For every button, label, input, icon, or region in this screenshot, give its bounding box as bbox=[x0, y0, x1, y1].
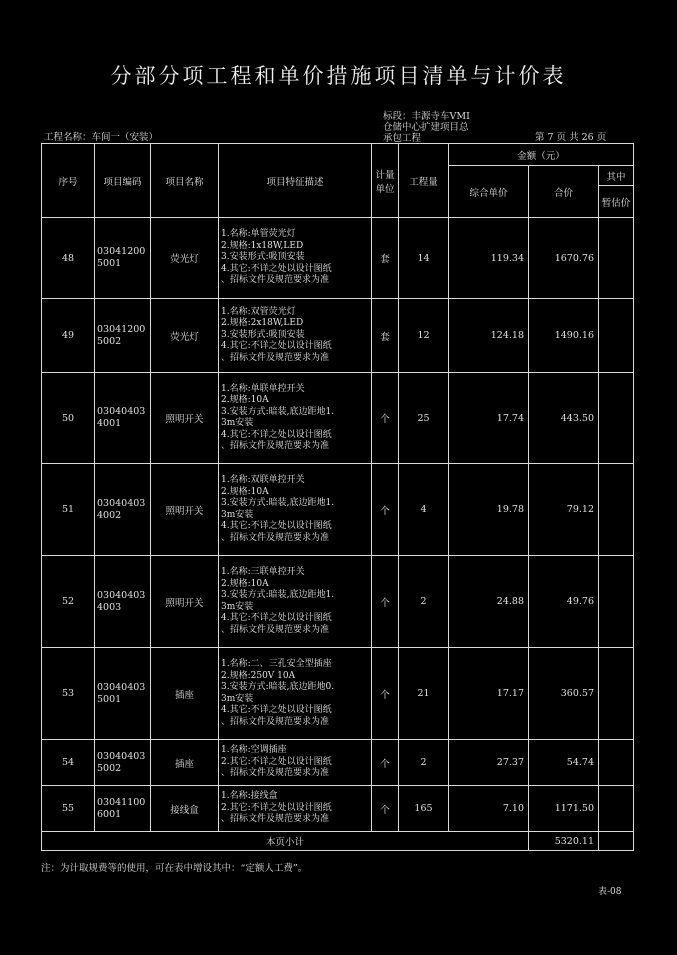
bid-section-line-3: 承包工程 bbox=[383, 133, 422, 144]
row-unit-price: 19.78 bbox=[449, 464, 529, 556]
subtotal-total: 5320.11 bbox=[529, 832, 599, 851]
page-title: 分部分项工程和单价措施项目清单与计价表 bbox=[110, 64, 567, 88]
form-code: 表-08 bbox=[598, 887, 622, 897]
feature-line: 1.名称:三联单控开关 bbox=[221, 567, 305, 577]
row-unit-price: 17.17 bbox=[449, 648, 529, 740]
row-code: 030404034003 bbox=[95, 556, 151, 648]
feature-line: 2.其它:不详之处以设计图纸 bbox=[221, 756, 332, 767]
row-name: 插座 bbox=[151, 740, 219, 786]
row-qty: 4 bbox=[399, 464, 449, 556]
col-code-header: 项目编码 bbox=[95, 144, 151, 218]
row-code: 030404035002 bbox=[95, 740, 151, 786]
feature-line: 3.安装方式:暗装,底边距地1. bbox=[221, 406, 335, 417]
table-row bbox=[42, 218, 634, 299]
feature-line: 4.其它:不详之处以设计图纸 bbox=[221, 613, 332, 623]
table-row bbox=[42, 786, 634, 832]
table-row bbox=[42, 556, 634, 648]
feature-line: 1.名称:单联单控开关 bbox=[221, 383, 305, 394]
row-estimate bbox=[599, 373, 634, 464]
table-row bbox=[42, 373, 634, 464]
row-total: 360.57 bbox=[529, 648, 599, 740]
table-row bbox=[42, 740, 634, 786]
row-code: 030411006001 bbox=[95, 786, 151, 832]
feature-line: 2.规格:10A bbox=[221, 486, 269, 497]
row-total: 54.74 bbox=[529, 740, 599, 786]
row-code: 030404035001 bbox=[95, 648, 151, 740]
row-estimate bbox=[599, 299, 634, 373]
feature-line: 4.其它:不详之处以设计图纸 bbox=[221, 341, 332, 352]
row-estimate bbox=[599, 218, 634, 299]
row-total: 443.50 bbox=[529, 373, 599, 464]
row-seq: 53 bbox=[42, 648, 95, 740]
row-total: 79.12 bbox=[529, 464, 599, 556]
row-features bbox=[219, 786, 372, 832]
row-estimate bbox=[599, 648, 634, 740]
feature-line: 3.安装方式:暗装,底边距地1. bbox=[221, 590, 335, 600]
col-features-header: 项目特征描述 bbox=[219, 144, 372, 218]
row-estimate bbox=[599, 464, 634, 556]
row-qty: 25 bbox=[399, 373, 449, 464]
feature-line: 4.其它:不详之处以设计图纸 bbox=[221, 705, 332, 715]
row-features bbox=[219, 218, 372, 299]
row-name: 荧光灯 bbox=[151, 299, 219, 373]
row-name: 照明开关 bbox=[151, 464, 219, 556]
subtotal-label: 本页小计 bbox=[42, 832, 529, 851]
table-row bbox=[42, 464, 634, 556]
row-code: 030404034001 bbox=[95, 373, 151, 464]
row-total: 49.76 bbox=[529, 556, 599, 648]
feature-line: 1.名称:二、三孔安全型插座 bbox=[221, 659, 332, 669]
feature-line: 1.名称:单管荧光灯 bbox=[221, 229, 296, 240]
row-qty: 2 bbox=[399, 556, 449, 648]
col-qty-header: 工程量 bbox=[399, 144, 449, 218]
row-seq: 51 bbox=[42, 464, 95, 556]
feature-line: 2.规格:10A bbox=[221, 395, 269, 405]
col-unit-price-header: 综合单价 bbox=[449, 166, 529, 218]
bid-section-line-1: 标段：丰源寺车VMI bbox=[383, 111, 470, 122]
row-qty: 14 bbox=[399, 218, 449, 299]
row-unit: 个 bbox=[372, 464, 399, 556]
feature-line: 2.规格:1x18W,LED bbox=[221, 240, 304, 251]
feature-line: 、招标文件及规范要求为准 bbox=[221, 768, 330, 779]
row-name: 接线盒 bbox=[151, 786, 219, 832]
row-qty: 21 bbox=[399, 648, 449, 740]
feature-line: 、招标文件及规范要求为准 bbox=[221, 814, 330, 825]
table-row bbox=[42, 299, 634, 373]
feature-line: 3.安装方式:暗装,底边距地1. bbox=[221, 498, 335, 508]
row-name: 荧光灯 bbox=[151, 218, 219, 299]
row-unit: 个 bbox=[372, 740, 399, 786]
row-code: 030412005001 bbox=[95, 218, 151, 299]
row-code: 030412005002 bbox=[95, 299, 151, 373]
row-unit: 个 bbox=[372, 373, 399, 464]
row-unit-price: 124.18 bbox=[449, 299, 529, 373]
row-qty: 2 bbox=[399, 740, 449, 786]
row-code: 030404034002 bbox=[95, 464, 151, 556]
feature-line: 3.安装形式:吸顶安装 bbox=[221, 329, 305, 340]
col-estimate-header: 暂估价 bbox=[599, 186, 634, 218]
footnote: 注：为计取规费等的使用，可在表中增设其中：“定额人工费”。 bbox=[41, 863, 308, 874]
row-estimate bbox=[599, 786, 634, 832]
row-seq: 55 bbox=[42, 786, 95, 832]
row-features bbox=[219, 464, 372, 556]
row-seq: 50 bbox=[42, 373, 95, 464]
row-unit-price: 7.10 bbox=[449, 786, 529, 832]
row-unit-price: 27.37 bbox=[449, 740, 529, 786]
feature-line: 3m安装 bbox=[221, 509, 254, 520]
feature-line: 2.规格:10A bbox=[221, 578, 269, 589]
row-features bbox=[219, 373, 372, 464]
col-amount-header: 金额（元） bbox=[449, 144, 634, 166]
col-unit-header: 计量单位 bbox=[372, 144, 399, 218]
row-features bbox=[219, 556, 372, 648]
row-seq: 54 bbox=[42, 740, 95, 786]
row-name: 照明开关 bbox=[151, 373, 219, 464]
pricing-table bbox=[41, 143, 634, 851]
row-unit: 套 bbox=[372, 218, 399, 299]
feature-line: 4.其它:不详之处以设计图纸 bbox=[221, 521, 332, 531]
feature-line: 3m安装 bbox=[221, 418, 254, 428]
row-qty: 12 bbox=[399, 299, 449, 373]
feature-line: 3m安装 bbox=[221, 693, 254, 704]
table-row bbox=[42, 648, 634, 740]
bid-section-line-2: 仓储中心扩建项目总 bbox=[383, 122, 469, 133]
feature-line: 3.安装方式:暗装,底边距地0. bbox=[221, 682, 335, 692]
row-estimate bbox=[599, 556, 634, 648]
feature-line: 、招标文件及规范要求为准 bbox=[221, 716, 330, 727]
row-total: 1490.16 bbox=[529, 299, 599, 373]
row-unit-price: 17.74 bbox=[449, 373, 529, 464]
feature-line: 、招标文件及规范要求为准 bbox=[221, 532, 330, 543]
subtotal-row bbox=[42, 832, 634, 851]
feature-line: 、招标文件及规范要求为准 bbox=[221, 624, 330, 635]
feature-line: 、招标文件及规范要求为准 bbox=[221, 352, 330, 363]
col-total-header: 合价 bbox=[529, 166, 599, 218]
row-unit: 个 bbox=[372, 556, 399, 648]
feature-line: 4.其它:不详之处以设计图纸 bbox=[221, 429, 332, 440]
col-name-header: 项目名称 bbox=[151, 144, 219, 218]
row-seq: 52 bbox=[42, 556, 95, 648]
row-name: 插座 bbox=[151, 648, 219, 740]
page-number: 第 7 页 共 26 页 bbox=[535, 132, 607, 143]
feature-line: 、招标文件及规范要求为准 bbox=[221, 275, 330, 286]
row-total: 1171.50 bbox=[529, 786, 599, 832]
row-seq: 48 bbox=[42, 218, 95, 299]
col-seq-header: 序号 bbox=[42, 144, 95, 218]
project-name: 工程名称：车间一（安装） bbox=[44, 132, 159, 143]
row-unit: 个 bbox=[372, 648, 399, 740]
row-total: 1670.76 bbox=[529, 218, 599, 299]
row-unit-price: 24.88 bbox=[449, 556, 529, 648]
row-name: 照明开关 bbox=[151, 556, 219, 648]
feature-line: 3m安装 bbox=[221, 601, 254, 612]
row-estimate bbox=[599, 740, 634, 786]
feature-line: 2.其它:不详之处以设计图纸 bbox=[221, 802, 332, 813]
col-among-header: 其中 bbox=[599, 166, 634, 186]
row-unit-price: 119.34 bbox=[449, 218, 529, 299]
row-unit: 个 bbox=[372, 786, 399, 832]
feature-line: 、招标文件及规范要求为准 bbox=[221, 441, 330, 451]
row-seq: 49 bbox=[42, 299, 95, 373]
feature-line: 1.名称:双联单控开关 bbox=[221, 475, 305, 485]
feature-line: 3.安装形式:吸顶安装 bbox=[221, 252, 305, 263]
feature-line: 1.名称:接线盒 bbox=[221, 791, 278, 802]
feature-line: 4.其它:不详之处以设计图纸 bbox=[221, 263, 332, 274]
row-features bbox=[219, 299, 372, 373]
row-qty: 165 bbox=[399, 786, 449, 832]
feature-line: 2.规格:2x18W,LED bbox=[221, 318, 304, 329]
row-unit: 套 bbox=[372, 299, 399, 373]
feature-line: 1.名称:空调插座 bbox=[221, 745, 287, 756]
row-features bbox=[219, 740, 372, 786]
feature-line: 1.名称:双管荧光灯 bbox=[221, 306, 296, 317]
row-features bbox=[219, 648, 372, 740]
subtotal-estimate bbox=[599, 832, 634, 851]
feature-line: 2.规格:250V 10A bbox=[221, 670, 296, 681]
